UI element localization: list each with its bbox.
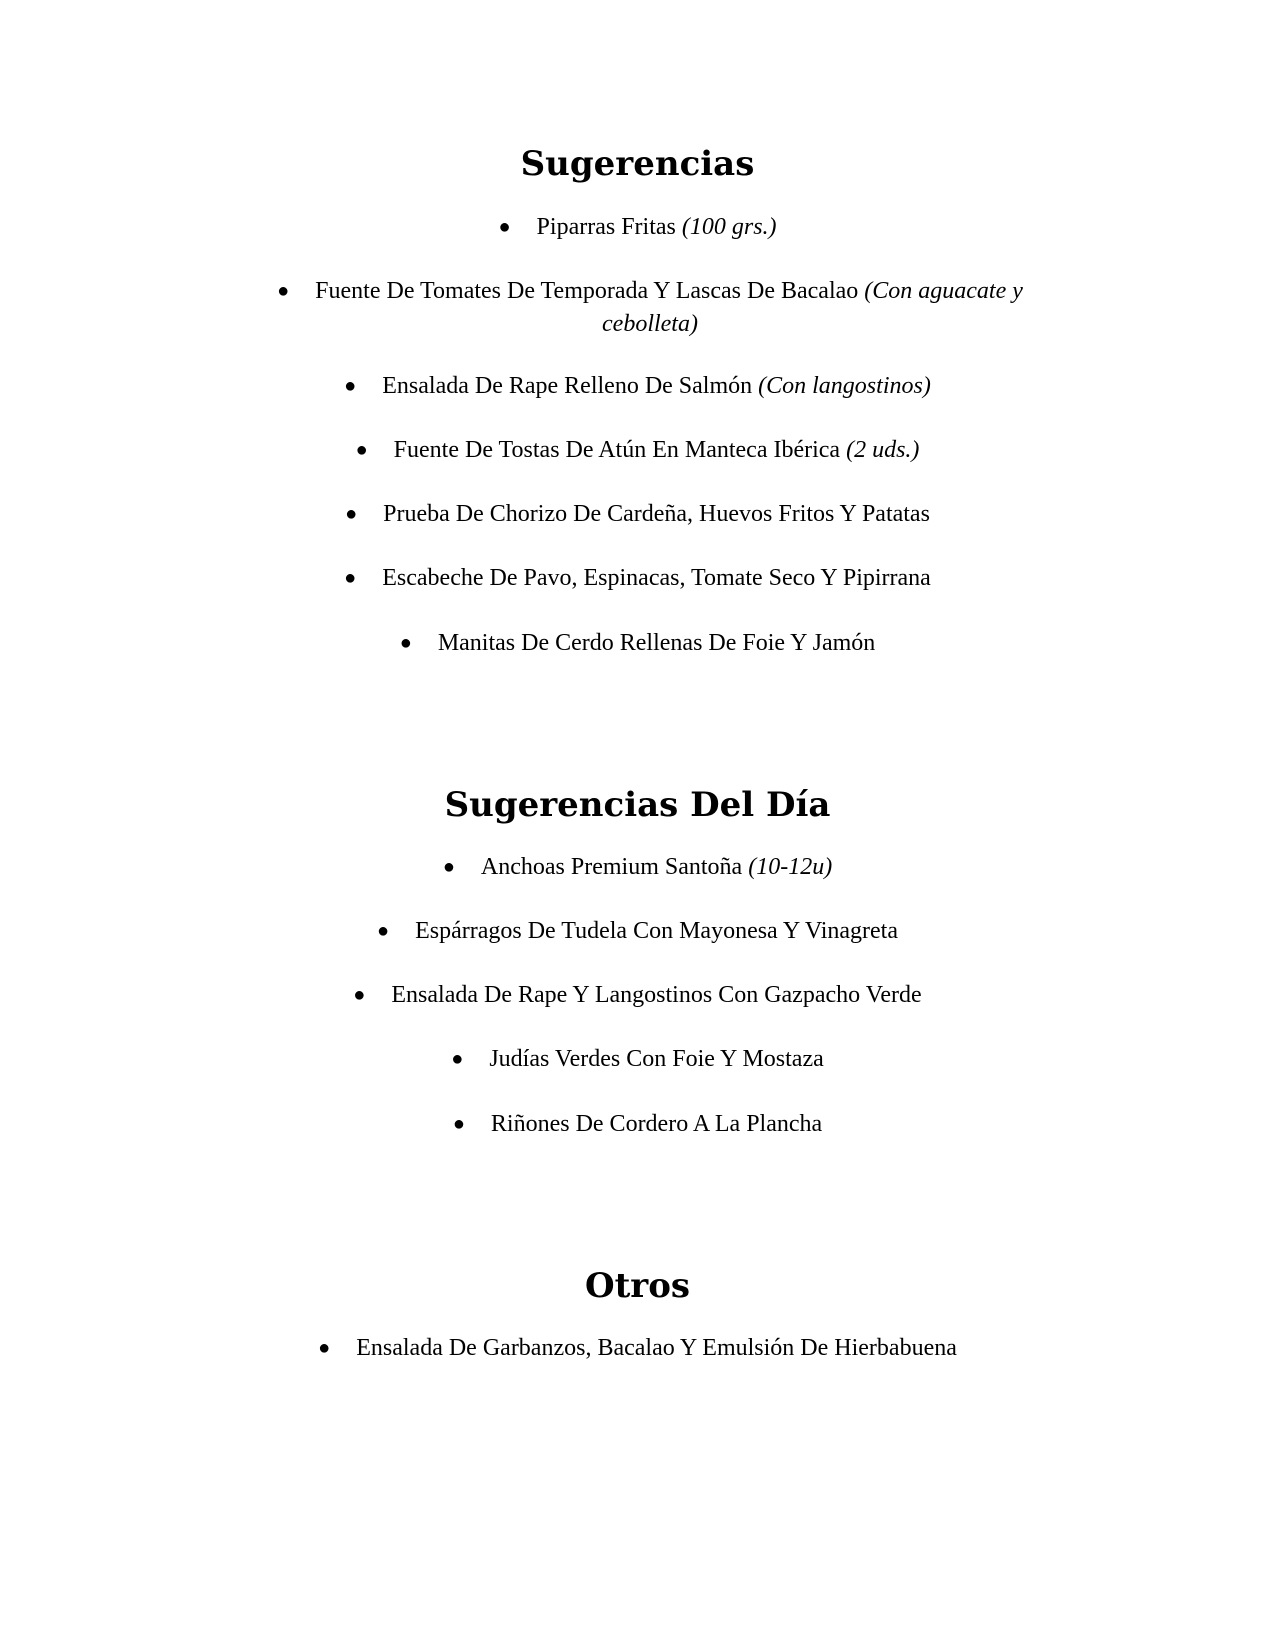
bullet-icon: ● <box>451 1048 464 1070</box>
menu-item <box>0 851 1275 884</box>
bullet-icon: ● <box>318 1337 331 1359</box>
section-title: Sugerencias <box>520 144 755 184</box>
bullet-icon: ● <box>377 920 390 942</box>
bullet-icon: ● <box>355 439 368 461</box>
menu-item <box>0 1043 1275 1076</box>
menu-item <box>0 370 1275 403</box>
item-name: Fuente De Tostas De Atún En Manteca Ibérica <box>393 437 841 463</box>
menu-item <box>0 211 1275 244</box>
menu-item <box>0 1332 1275 1365</box>
item-name: Judías Verdes Con Foie Y Mostaza <box>489 1046 824 1072</box>
item-note: (Con langostinos) <box>758 373 931 399</box>
menu-item <box>0 434 1275 467</box>
item-note: (2 uds.) <box>846 437 920 463</box>
bullet-icon: ● <box>442 856 455 878</box>
item-name: Espárragos De Tudela Con Mayonesa Y Vinagreta <box>415 918 898 944</box>
bullet-icon: ● <box>344 567 357 589</box>
bullet-icon: ● <box>452 1113 465 1135</box>
item-note: (Con aguacate y cebolleta) <box>602 278 1023 337</box>
bullet-icon: ● <box>399 632 412 654</box>
item-name: Ensalada De Garbanzos, Bacalao Y Emulsión De Hierbabuena <box>356 1335 957 1361</box>
bullet-icon: ● <box>344 375 357 397</box>
menu-item <box>0 498 1275 531</box>
bullet-icon: ● <box>277 280 290 302</box>
item-name: Anchoas Premium Santoña <box>480 854 743 880</box>
bullet-icon: ● <box>353 984 366 1006</box>
bullet-icon: ● <box>498 216 511 238</box>
menu-item <box>0 915 1275 948</box>
item-note: (10-12u) <box>748 854 833 880</box>
item-name: Ensalada De Rape Y Langostinos Con Gazpacho Verde <box>391 982 922 1008</box>
menu-item <box>0 562 1275 595</box>
item-name: Fuente De Tomates De Temporada Y Lascas De Bacalao <box>315 278 859 304</box>
item-note: (100 grs.) <box>681 214 777 240</box>
item-name: Riñones De Cordero A La Plancha <box>490 1111 823 1137</box>
menu-item <box>0 1108 1275 1141</box>
bullet-icon: ● <box>345 503 358 525</box>
item-name: Prueba De Chorizo De Cardeña, Huevos Fritos Y Patatas <box>383 501 930 527</box>
section-title: Sugerencias Del Día <box>444 785 831 825</box>
menu-item <box>0 979 1275 1012</box>
item-name: Manitas De Cerdo Rellenas De Foie Y Jamón <box>437 630 876 656</box>
section-title: Otros <box>584 1266 691 1306</box>
item-name: Escabeche De Pavo, Espinacas, Tomate Seco Y Pipirrana <box>382 565 931 591</box>
item-name: Ensalada De Rape Relleno De Salmón <box>382 373 753 399</box>
item-name: Piparras Fritas <box>536 214 676 240</box>
menu-item <box>250 275 1050 341</box>
menu-item <box>0 627 1275 660</box>
